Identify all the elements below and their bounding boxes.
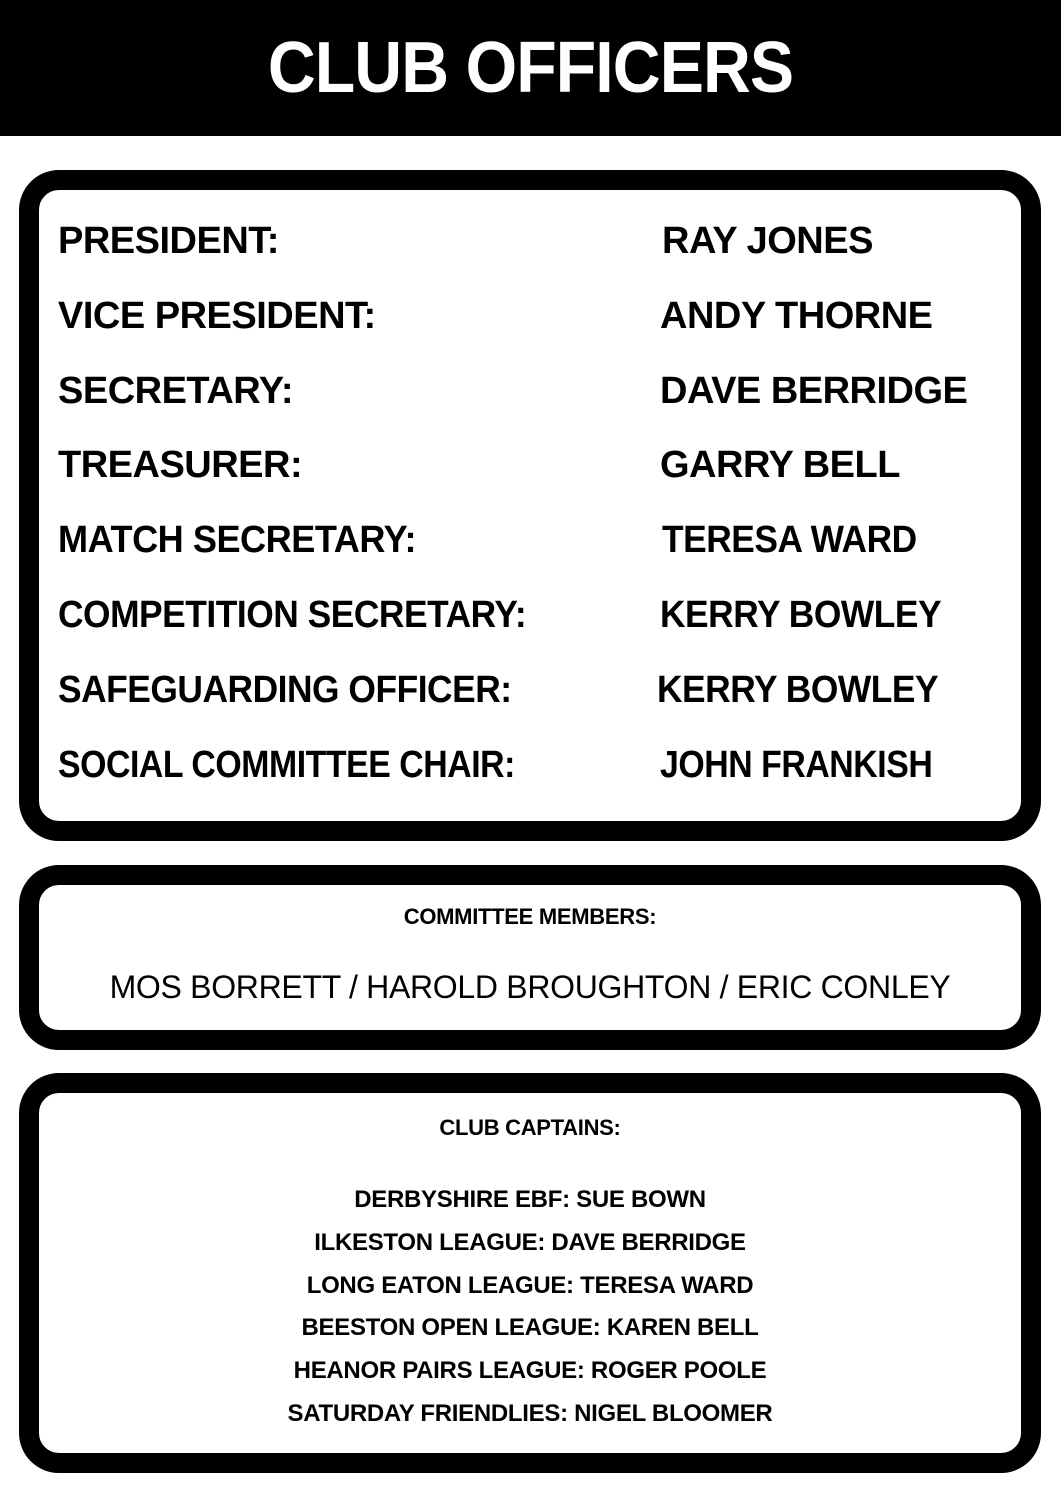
captain-item: SATURDAY FRIENDLIES: NIGEL BLOOMER [287,1400,773,1427]
committee-panel [19,865,1041,1050]
officer-row-vice-president [58,295,1018,345]
officer-row-safeguarding-officer [58,669,1018,719]
officer-name: DAVE BERRIDGE [660,370,968,412]
captains-title: CLUB CAPTAINS: [439,1115,621,1140]
officer-row-competition-secretary [58,594,1018,644]
officer-name: KERRY BOWLEY [660,594,942,636]
officer-name: ANDY THORNE [660,295,933,337]
officer-role: PRESIDENT: [58,220,279,262]
officer-row-social-committee-chair [58,744,1018,794]
officer-row-treasurer [58,444,1018,494]
page-header [0,0,1061,136]
captain-item: DERBYSHIRE EBF: SUE BOWN [354,1186,706,1213]
officer-row-secretary [58,370,1018,420]
captain-item: HEANOR PAIRS LEAGUE: ROGER POOLE [293,1357,767,1384]
officer-role: SOCIAL COMMITTEE CHAIR: [58,744,515,786]
officer-row-president [58,220,1018,270]
page-title: CLUB OFFICERS [267,28,794,108]
officer-role: TREASURER: [58,444,303,486]
officer-role: VICE PRESIDENT: [58,295,376,337]
captains-panel [19,1073,1041,1473]
officer-name: KERRY BOWLEY [657,669,939,711]
officer-role: SECRETARY: [58,370,293,412]
officer-role: MATCH SECRETARY: [58,519,417,561]
committee-members: MOS BORRETT / HAROLD BROUGHTON / ERIC CONLEY [109,969,951,1005]
officer-name: JOHN FRANKISH [660,744,933,786]
officer-name: RAY JONES [662,220,873,262]
committee-title: COMMITTEE MEMBERS: [403,904,657,929]
captain-item: LONG EATON LEAGUE: TERESA WARD [306,1272,754,1299]
captain-item: BEESTON OPEN LEAGUE: KAREN BELL [301,1314,759,1341]
officer-role: SAFEGUARDING OFFICER: [58,669,512,711]
officer-role: COMPETITION SECRETARY: [58,594,527,636]
officer-name: TERESA WARD [662,519,917,561]
officer-row-match-secretary [58,519,1018,569]
captain-item: ILKESTON LEAGUE: DAVE BERRIDGE [314,1229,746,1256]
officer-name: GARRY BELL [660,444,900,486]
officers-panel [19,170,1041,841]
